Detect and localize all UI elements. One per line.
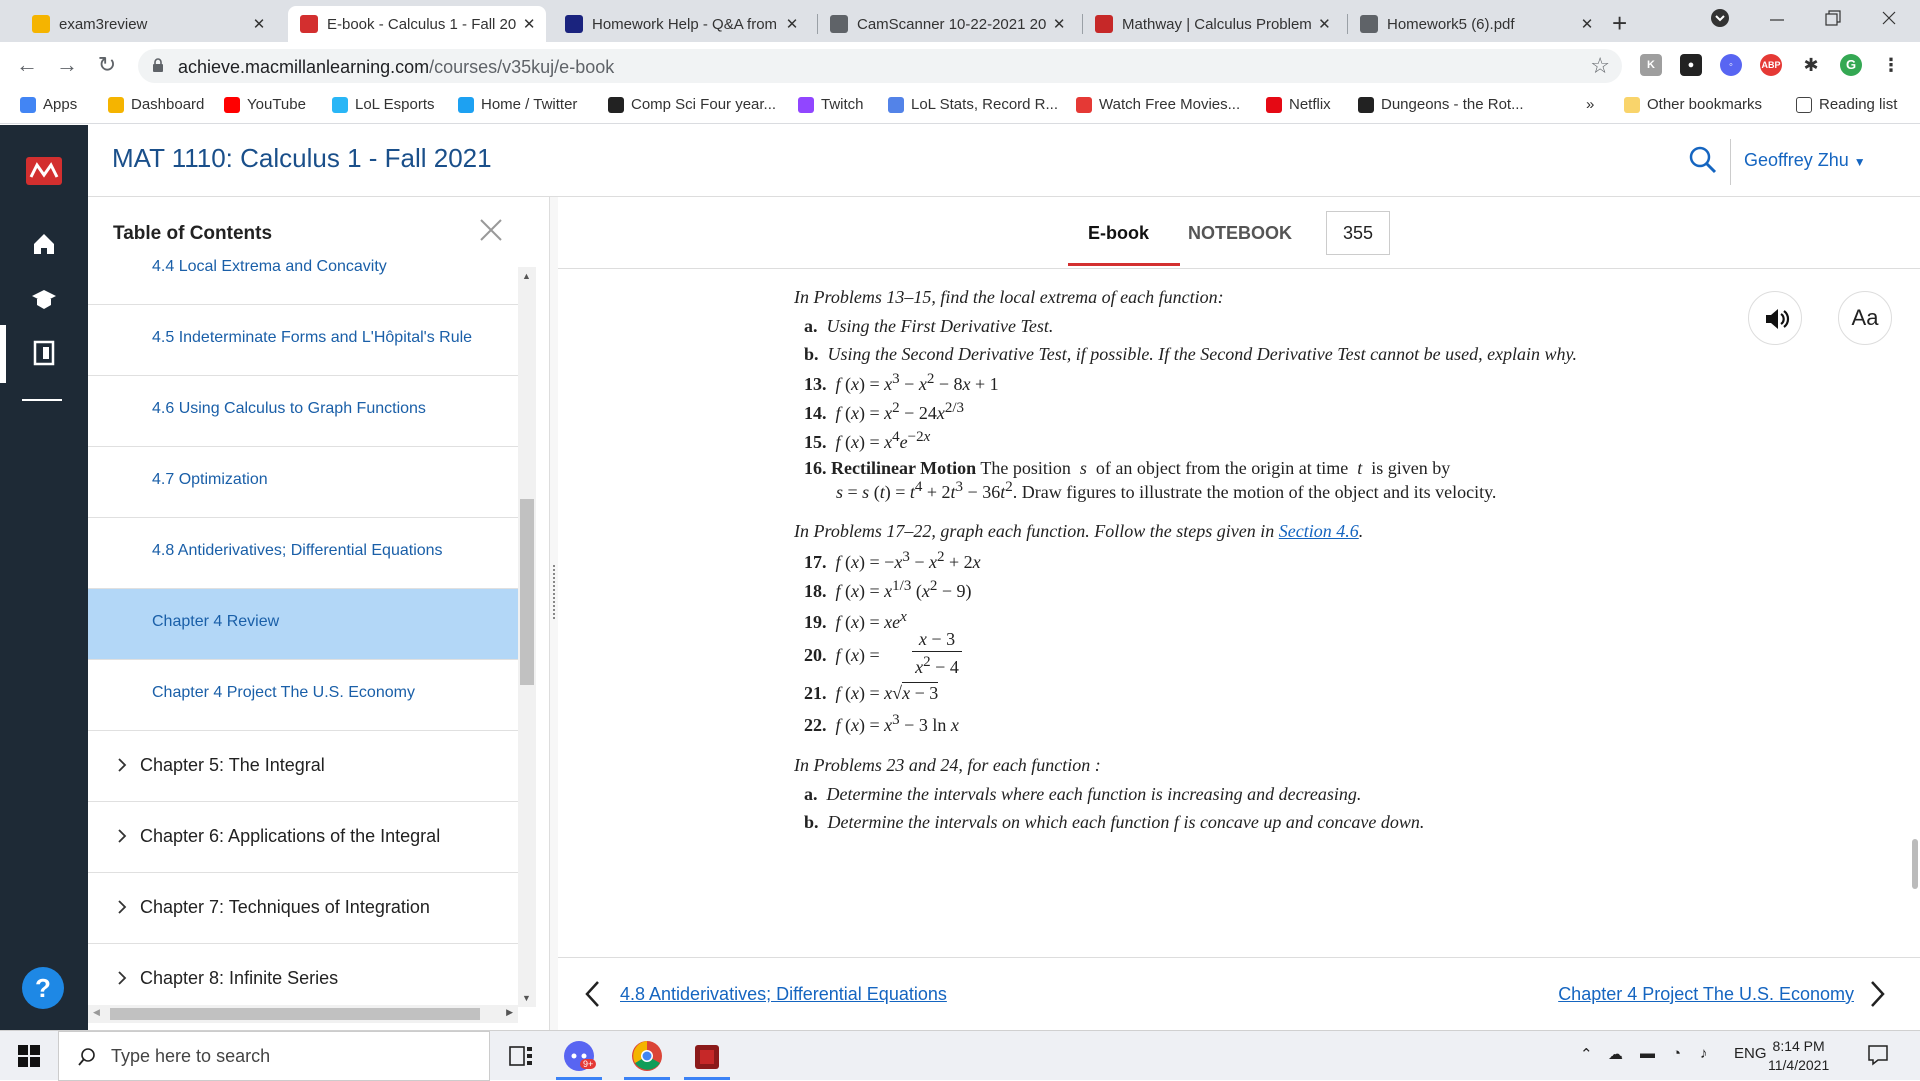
scroll-left-icon[interactable]: ◀ xyxy=(93,1007,100,1017)
course-title: MAT 1110: Calculus 1 - Fall 2021 xyxy=(112,143,492,173)
netflix-icon xyxy=(1266,97,1282,113)
toc-section-item[interactable] xyxy=(88,234,518,305)
toc-scroll-thumb[interactable] xyxy=(520,499,534,685)
tab-notebook[interactable]: NOTEBOOK xyxy=(1188,223,1293,243)
volume-icon[interactable]: ♪ xyxy=(1700,1045,1708,1062)
minimize-icon[interactable] xyxy=(1768,6,1786,35)
previous-section-link[interactable]: 4.8 Antiderivatives; Differential Equations xyxy=(620,984,947,1004)
bookmark-item[interactable] xyxy=(798,96,864,113)
scroll-up-icon[interactable]: ▲ xyxy=(522,271,531,281)
list-item: b. Determine the intervals on which each function f is concave up and concave down. xyxy=(804,812,1425,832)
problem-19: 19. f $(x) = xe^x$ xyxy=(804,609,907,632)
ebook-icon[interactable] xyxy=(30,339,58,367)
globe-icon xyxy=(1360,15,1378,33)
ebook-main xyxy=(558,197,1920,1030)
notifications-icon[interactable] xyxy=(1866,1043,1890,1067)
fraction-numerator: x − 3 xyxy=(912,629,962,652)
list-item: a. Determine the intervals where each function is increasing and decreasing. xyxy=(804,784,1362,804)
toc-item-label: Chapter 4 Project The U.S. Economy xyxy=(152,684,415,701)
chevron-right-icon xyxy=(116,970,128,986)
tab-close-icon[interactable]: ✕ xyxy=(1318,16,1331,33)
chevron-right-icon[interactable] xyxy=(1870,980,1886,1008)
problem-16: 16. Rectilinear Motion The position s of an object from the origin at time t is given by xyxy=(804,458,1451,478)
chevron-right-icon xyxy=(116,899,128,915)
chevron-right-icon xyxy=(116,757,128,773)
section-link[interactable]: Section 4.6 xyxy=(1278,521,1359,541)
bookmark-item[interactable] xyxy=(1358,96,1524,113)
tab-title: CamScanner 10-22-2021 20 xyxy=(857,15,1047,33)
tab-title: E-book - Calculus 1 - Fall 20 xyxy=(327,15,517,33)
folder-icon xyxy=(1624,97,1640,113)
restore-icon[interactable] xyxy=(1824,6,1842,35)
bookmark-label: Dungeons - the Rot... xyxy=(1381,96,1524,113)
bookmark-item[interactable] xyxy=(20,96,77,113)
notification-badge: 9+ xyxy=(580,1059,596,1069)
panel-resize-handle[interactable] xyxy=(550,197,558,1030)
page-number-field[interactable]: 355 xyxy=(1326,211,1390,255)
language-indicator[interactable]: ENG xyxy=(1734,1045,1767,1062)
chegg-star-icon xyxy=(565,15,583,33)
globe-icon xyxy=(1358,97,1374,113)
twitter-icon xyxy=(458,97,474,113)
toc-list xyxy=(88,258,518,997)
tab-title: Homework Help - Q&A from xyxy=(592,15,778,33)
toc-title: Table of Contents xyxy=(113,223,273,244)
tab-close-icon[interactable]: ✕ xyxy=(252,16,266,33)
address-bar[interactable] xyxy=(138,49,1622,83)
toc-item-label: Chapter 7: Techniques of Integration xyxy=(140,897,430,917)
course-header xyxy=(88,125,1920,197)
search-placeholder: Type here to search xyxy=(111,1046,271,1066)
toc-section-item[interactable] xyxy=(88,305,518,376)
close-window-icon[interactable] xyxy=(1880,6,1898,35)
tab-title: Mathway | Calculus Problem xyxy=(1122,15,1312,33)
bookmark-label: Netflix xyxy=(1289,96,1331,113)
bookmark-label: Comp Sci Four year... xyxy=(631,96,777,113)
toc-section-item[interactable] xyxy=(88,660,518,731)
lock-icon xyxy=(152,58,164,72)
system-clock[interactable]: 8:14 PM 11/4/2021 xyxy=(1768,1038,1830,1073)
browser-tab[interactable] xyxy=(1083,6,1341,42)
running-app-indicator xyxy=(684,1077,730,1080)
task-view-icon[interactable] xyxy=(504,1039,538,1073)
problem-16-equation: s = s $(t) = t^4 + 2t^3 - 36t^2$. Draw figures to illustrate the motion of the object and its velocity. xyxy=(836,479,1497,502)
youtube-icon xyxy=(224,97,240,113)
new-tab-button[interactable]: + xyxy=(1612,8,1628,38)
toc-item-label: Chapter 4 Review xyxy=(152,613,280,630)
macmillan-logo xyxy=(26,157,62,185)
back-icon[interactable]: ← xyxy=(16,52,38,77)
reload-icon[interactable]: ↻ xyxy=(97,52,117,77)
tray-overflow-icon[interactable]: ⌃ xyxy=(1580,1046,1593,1063)
browser-menu-icon[interactable]: ⋮ xyxy=(1882,55,1900,75)
discord-app-icon[interactable] xyxy=(562,1039,596,1073)
problem-intro: In Problems 23 and 24, for each function : xyxy=(794,755,1101,775)
toc-item-label: 4.6 Using Calculus to Graph Functions xyxy=(152,400,426,417)
bookmarks-overflow-button[interactable]: » xyxy=(1586,96,1595,113)
tab-search-icon[interactable] xyxy=(1710,8,1730,33)
other-bookmarks-button[interactable]: Other bookmarks xyxy=(1624,96,1762,113)
toc-item-label: 4.4 Local Extrema and Concavity xyxy=(152,258,387,275)
chevron-right-icon xyxy=(116,828,128,844)
header-divider xyxy=(1730,139,1731,185)
url-text: achieve.macmillanlearning.com/courses/v35kuj/e-book xyxy=(178,57,615,77)
mathway-icon xyxy=(1095,15,1113,33)
battery-icon[interactable]: ▬ xyxy=(1640,1045,1655,1062)
browser-tab[interactable] xyxy=(1348,6,1606,42)
onedrive-icon[interactable]: ☁ xyxy=(1608,1046,1623,1063)
opgg-icon xyxy=(888,97,904,113)
ebook-page xyxy=(0,125,1920,1030)
extension-k-icon[interactable]: K xyxy=(1640,54,1662,76)
toc-horizontal-scrollbar[interactable] xyxy=(88,1005,518,1023)
scroll-right-icon[interactable]: ▶ xyxy=(506,1007,513,1017)
wifi-icon[interactable]: ◔ xyxy=(1672,1045,1682,1062)
bookmark-label: Home / Twitter xyxy=(481,96,578,113)
problem-14: 14. f $(x) = x^2 - 24x^{2/3}$ xyxy=(804,400,964,423)
problem-22: 22. f $(x) = x^3 - 3$ ln x xyxy=(804,712,959,735)
toc-chapter-item[interactable] xyxy=(88,731,518,802)
problem-20: 20. f (x) = xyxy=(804,645,880,665)
bookmark-item[interactable] xyxy=(1266,96,1331,113)
toc-chapter-item[interactable] xyxy=(88,802,518,873)
problem-15: 15. f $(x) = x^4e^{-2x}$ xyxy=(804,429,931,452)
toc-chapter-item[interactable] xyxy=(88,873,518,944)
running-app-indicator xyxy=(556,1077,602,1080)
search-icon xyxy=(77,1047,97,1067)
play-icon xyxy=(1076,97,1092,113)
toc-hscroll-thumb[interactable] xyxy=(110,1008,480,1020)
user-menu[interactable]: Geoffrey Zhu ▼ xyxy=(1744,150,1866,170)
apps-grid-icon xyxy=(20,97,36,113)
bookmark-label: LoL Stats, Record R... xyxy=(911,96,1059,113)
bookmark-label: YouTube xyxy=(247,96,306,113)
tab-close-icon[interactable]: ✕ xyxy=(1052,16,1066,33)
toc-item-label: 4.5 Indeterminate Forms and L'Hôpital's Rule xyxy=(152,329,473,346)
extensions-puzzle-icon[interactable]: ✱ xyxy=(1803,55,1819,75)
macmillan-logo-icon xyxy=(300,15,318,33)
bookmark-item[interactable] xyxy=(1076,96,1240,113)
extension-discord-icon[interactable]: ◦ xyxy=(1720,54,1742,76)
bookmark-label: Dashboard xyxy=(131,96,205,113)
globe-icon xyxy=(608,97,624,113)
tab-ebook[interactable]: E-book xyxy=(1088,223,1149,243)
list-item: b. Using the Second Derivative Test, if possible. If the Second Derivative Test cannot be used, explain why. xyxy=(804,344,1578,364)
browser-tab[interactable] xyxy=(818,6,1076,42)
tab-separator xyxy=(817,14,818,34)
toc-section-item[interactable] xyxy=(88,518,518,589)
bookmark-label: Twitch xyxy=(821,96,864,113)
list-item: a. Using the First Derivative Test. xyxy=(804,316,1054,336)
taskbar-search-box[interactable] xyxy=(58,1031,490,1081)
toc-item-label: 4.8 Antiderivatives; Differential Equations xyxy=(152,542,443,559)
bookmark-item[interactable] xyxy=(108,96,204,113)
bookmark-item[interactable] xyxy=(888,96,1058,113)
plex-chevron-icon xyxy=(108,97,124,113)
toc-section-item[interactable] xyxy=(88,376,518,447)
globe-icon xyxy=(830,15,848,33)
toc-item-label: Chapter 6: Applications of the Integral xyxy=(140,826,441,846)
chrome-app-icon[interactable] xyxy=(630,1039,664,1073)
tab-close-icon[interactable]: ✕ xyxy=(1580,16,1594,33)
tab-title: Homework5 (6).pdf xyxy=(1387,15,1515,33)
plex-chevron-icon xyxy=(32,15,50,33)
toc-vertical-scrollbar[interactable] xyxy=(518,267,536,1007)
bookmarks-bar xyxy=(0,88,1920,124)
active-tab-indicator xyxy=(1068,263,1180,266)
read-aloud-button[interactable] xyxy=(1748,291,1802,345)
extension-game-icon[interactable]: ● xyxy=(1680,54,1702,76)
chevron-left-icon[interactable] xyxy=(584,980,600,1008)
bookmark-star-icon[interactable]: ☆ xyxy=(1590,53,1610,78)
twitch-icon xyxy=(798,97,814,113)
problem-intro: In Problems 13–15, find the local extrema of each function: xyxy=(794,287,1224,307)
game-app-icon[interactable] xyxy=(690,1039,724,1073)
bookmark-label: Watch Free Movies... xyxy=(1099,96,1241,113)
active-rail-indicator xyxy=(0,325,6,383)
caret-down-icon: ▼ xyxy=(1853,155,1866,169)
browser-tab[interactable] xyxy=(20,6,278,42)
fraction-denominator: $x^2 - 4$ xyxy=(915,654,959,677)
help-button[interactable]: ? xyxy=(22,967,64,1009)
browser-tab-strip xyxy=(0,0,1920,42)
home-icon[interactable] xyxy=(30,230,58,258)
reading-list-button[interactable]: Reading list xyxy=(1796,96,1897,113)
lol-esports-icon xyxy=(332,97,348,113)
tab-close-icon[interactable]: ✕ xyxy=(785,16,799,33)
table-of-contents-panel xyxy=(88,197,550,1030)
browser-toolbar xyxy=(0,42,1920,88)
graduation-cap-icon[interactable] xyxy=(30,285,58,313)
problem-13: 13. f $(x) = x^3 - x^2 - 8x + 1$ xyxy=(804,371,999,394)
toc-section-item[interactable] xyxy=(88,589,518,660)
reader-scroll-thumb[interactable] xyxy=(1912,839,1918,889)
browser-tab[interactable] xyxy=(288,6,546,42)
rail-divider xyxy=(22,399,62,401)
tab-close-icon[interactable]: ✕ xyxy=(522,16,536,33)
windows-taskbar xyxy=(0,1030,1920,1080)
scroll-down-icon[interactable]: ▼ xyxy=(522,993,531,1003)
page-navigation xyxy=(558,957,1920,1030)
windows-start-icon[interactable] xyxy=(18,1045,40,1067)
toc-item-label: 4.7 Optimization xyxy=(152,471,268,488)
toc-section-item[interactable] xyxy=(88,447,518,518)
browser-tab[interactable] xyxy=(553,6,811,42)
reader-content xyxy=(558,269,1920,957)
ebook-tabs xyxy=(558,197,1920,269)
tab-separator xyxy=(1082,14,1083,34)
reading-list-icon xyxy=(1796,97,1812,113)
bookmark-label: Apps xyxy=(43,96,78,113)
app-rail xyxy=(0,125,88,1030)
speaker-icon xyxy=(1749,292,1803,346)
bookmark-item[interactable] xyxy=(458,96,577,113)
next-section-link[interactable]: Chapter 4 Project The U.S. Economy xyxy=(1558,984,1854,1004)
toc-item-label: Chapter 8: Infinite Series xyxy=(140,968,339,988)
bookmark-item[interactable] xyxy=(608,96,776,113)
profile-avatar[interactable]: G xyxy=(1840,54,1862,76)
problem-17: 17. f $(x) = -x^3 - x^2 + 2x$ xyxy=(804,549,981,572)
toc-item-label: Chapter 5: The Integral xyxy=(140,755,325,775)
problem-21: 21. f (x) = x√x − 3 xyxy=(804,683,939,703)
extension-adblock-icon[interactable]: ABP xyxy=(1760,54,1782,76)
tab-separator xyxy=(1347,14,1348,34)
running-app-indicator xyxy=(624,1077,670,1080)
problem-intro: In Problems 17–22, graph each function. Follow the steps given in Section 4.6. xyxy=(794,521,1364,541)
bookmark-item[interactable] xyxy=(224,96,306,113)
search-icon[interactable] xyxy=(1688,145,1718,175)
bookmark-item[interactable] xyxy=(332,96,435,113)
tab-title: exam3review xyxy=(59,15,148,33)
bookmark-label: LoL Esports xyxy=(355,96,435,113)
text-size-button[interactable]: Aa xyxy=(1838,291,1892,345)
problem-18: 18. f $(x) = x^{1/3}$ $(x^2 - 9)$ xyxy=(804,578,972,601)
forward-icon[interactable]: → xyxy=(56,52,78,77)
